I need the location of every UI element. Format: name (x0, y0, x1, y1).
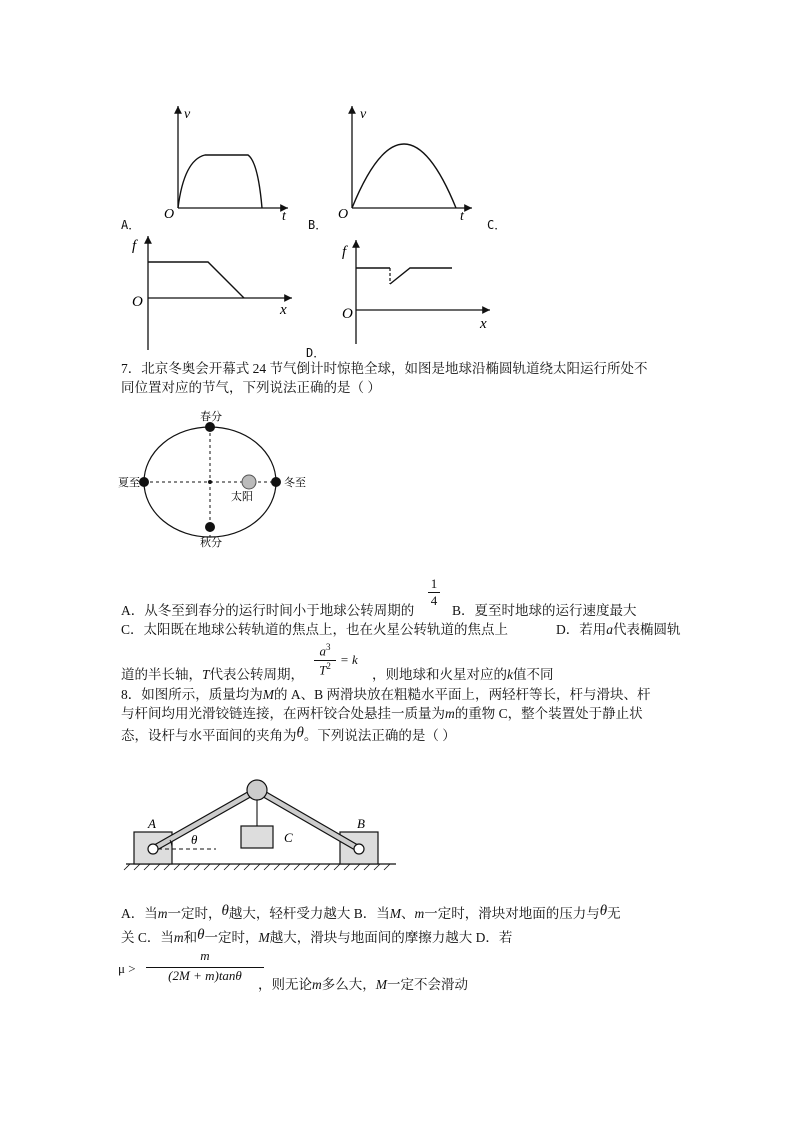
graph-d-x: x (480, 316, 487, 332)
hinge-b (354, 844, 364, 854)
q8-optC-2: 和 (183, 930, 198, 945)
q7-stem-line1: 7．北京冬奥会开幕式 24 节气倒计时惊艳全球，如图是地球沿椭圆轨道绕太阳运行所处不 (121, 361, 648, 376)
q8-optB-sep: 、 (401, 906, 415, 921)
q8-optB-theta: θ (599, 903, 608, 919)
hinge-a (148, 844, 158, 854)
q7-option-a[interactable]: A．从冬至到春分的运行时间小于地球公转周期的 (121, 603, 415, 618)
earth-summer-icon (139, 477, 149, 487)
q6-option-c[interactable]: C． (487, 218, 507, 232)
q7-text-then: ，则地球和火星对应的 (372, 667, 507, 682)
q7-stem-line2: 同位置对应的节气，下列说法正确的是（ ） (121, 380, 381, 395)
graph-c-x: x (280, 302, 287, 318)
fig-label-theta: θ (191, 832, 198, 847)
q8-text2: 的 A、B 两滑块放在粗糙水平面上，两轻杆等长，杆与滑块、杆 (274, 687, 651, 702)
graph-c-f: f (132, 238, 137, 254)
q8-option-d-tail (258, 976, 468, 994)
formula-den: T (319, 662, 327, 678)
q8-var-m: m (445, 706, 455, 721)
graph-b-v: v (360, 107, 367, 122)
formula-eq: = k (340, 652, 358, 667)
q7-var-k: k (507, 667, 513, 682)
graph-d-f: f (342, 244, 347, 260)
q8-text3: 与杆间均用光滑铰链连接，在两杆铰合处悬挂一质量为 (121, 706, 445, 721)
graph-c-o: O (132, 294, 143, 310)
q7-option-d-text2: 代表椭圆轨 (613, 622, 681, 637)
q8-optB-M: M (389, 906, 402, 921)
q7-option-b[interactable]: B．夏至时地球的运行速度最大 (452, 603, 637, 618)
hinge-top (247, 780, 267, 800)
q8-optC-3: 一定时， (204, 930, 259, 945)
q8-var-M: M (262, 687, 274, 702)
graph-b-t: t (460, 209, 464, 224)
q8-optC-4: 越大，滑块与地面间的摩擦力越大 D．若 (269, 930, 513, 945)
q8-optB-2: 无 (607, 906, 621, 921)
graph-a-t: t (282, 209, 286, 224)
q6-option-d[interactable]: D． (306, 346, 326, 360)
q8-optA-1: A．当 (121, 906, 158, 921)
q8-optC-theta: θ (197, 927, 205, 943)
label-autumn: 秋分 (200, 537, 222, 549)
label-winter: 冬至 (284, 477, 306, 489)
orbit-diagram (118, 410, 318, 555)
weight-c (241, 826, 273, 848)
q8-optD-2: 多么大， (321, 977, 376, 992)
q8-optA-3: 越大，轻杆受力越大 B．当 (228, 906, 390, 921)
earth-winter-icon (271, 477, 281, 487)
q7-option-c[interactable]: C．太阳既在地球公转轨道的焦点上，也在火星公转轨道的焦点上 (121, 622, 509, 637)
q8-mu-den: (2M + m)tanθ (168, 968, 242, 983)
q7-option-d[interactable] (556, 621, 681, 639)
formula-den-exp: 2 (326, 661, 331, 671)
q8-optD-m: m (312, 977, 322, 992)
q8-mu-lhs: μ > (118, 961, 136, 976)
q8-text5: 态，设杆与水平面间的夹角为 (121, 728, 297, 743)
q8-optA-2: 一定时， (167, 906, 222, 921)
label-spring: 春分 (200, 411, 222, 423)
q7-frac-num: 1 (430, 576, 438, 591)
q6-option-b[interactable]: B． (308, 218, 328, 232)
q7-option-d-line2b (372, 666, 554, 684)
q8-stem-line1 (121, 686, 651, 704)
q8-optC-1: 关 C．当 (121, 930, 174, 945)
fig-label-a: A (148, 816, 156, 831)
formula-num: a (319, 643, 326, 659)
earth-spring-icon (205, 422, 215, 432)
q8-stem-line2 (121, 705, 643, 723)
q7-var-a: a (606, 622, 613, 637)
q8-optA-theta: θ (221, 903, 229, 919)
q7-option-d-text1: D．若用 (556, 622, 607, 637)
graph-b (332, 100, 482, 225)
q8-text4: 的重物 C，整个装置处于静止状 (454, 706, 643, 721)
q8-text6: 。下列说法正确的是（ ） (303, 728, 456, 743)
q8-optC-M: M (258, 930, 270, 945)
label-summer: 夏至 (118, 477, 140, 489)
fig-label-b: B (357, 816, 365, 831)
rod-slider-diagram (120, 770, 400, 870)
label-sun: 太阳 (231, 491, 253, 503)
q7-frac-den: 4 (428, 592, 440, 609)
graph-d-o: O (342, 306, 353, 322)
graph-c (128, 232, 298, 352)
q7-option-d-line2a (121, 666, 304, 684)
graph-a-o: O (164, 207, 175, 222)
q7-text-differ: 值不同 (513, 667, 554, 682)
q8-optD-1: ，则无论 (258, 977, 312, 992)
q8-mu-num: m (200, 948, 210, 963)
q7-text-semi-axis: 道的半长轴， (121, 667, 202, 682)
graph-d (338, 236, 498, 346)
sun-icon (242, 475, 256, 489)
q8-optD-M: M (375, 977, 387, 992)
q8-optB-m: m (414, 906, 425, 921)
graph-a-v: v (184, 107, 191, 122)
q6-option-a[interactable]: A． (121, 218, 141, 232)
q8-optC-m: m (173, 930, 184, 945)
q8-option-a-line[interactable] (121, 905, 621, 923)
q8-optB-1: 一定时，滑块对地面的压力与 (424, 906, 600, 921)
graph-b-o: O (338, 207, 349, 222)
q7-text-period: 代表公转周期， (209, 667, 305, 682)
q7-var-T: T (202, 667, 210, 682)
q8-optD-3: 一定不会滑动 (387, 977, 468, 992)
graph-a (160, 100, 300, 225)
q8-optA-m: m (157, 906, 168, 921)
q8-text1: 8．如图所示，质量均为 (121, 687, 263, 702)
earth-autumn-icon (205, 522, 215, 532)
fig-label-c: C (284, 830, 293, 845)
q7-frac (428, 576, 440, 609)
q8-stem-line3 (121, 727, 456, 745)
q8-option-c-line[interactable] (121, 929, 512, 947)
q8-theta: θ (296, 725, 304, 741)
formula-num-exp: 3 (326, 642, 331, 652)
